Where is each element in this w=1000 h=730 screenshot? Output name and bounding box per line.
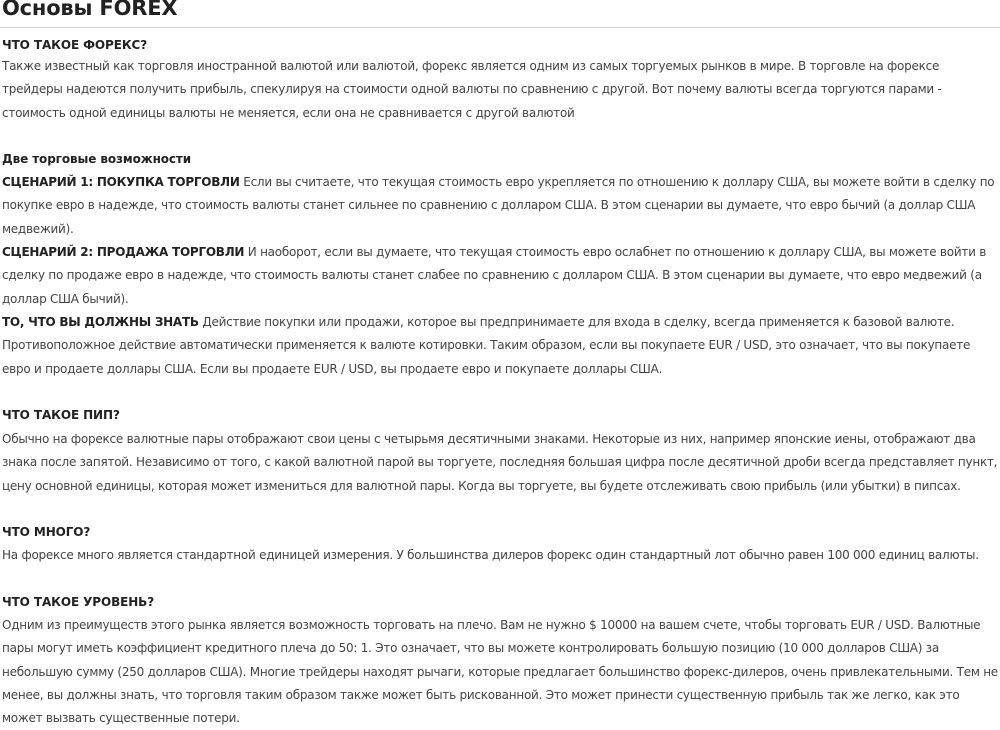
paragraph-what-is-pip: Обычно на форексе валютные пары отображают свои цены с четырьмя десятичными знаками. Некоторые из них, например японские иены, отображают два знака после запятой. Независимо от того, с какой валютной парой вы торгуете, последняя большая цифра после десятичной дроби всегда представляет пункт, цену основной единицы, которая может измениться для валютной пары. Когда вы торгуете, вы будете отслеживать свою прибыль (или убытки) в пипсах. — [2, 432, 998, 493]
must-know-text: Действие покупки или продажи, которое вы предпринимаете для входа в сделку, всегда применяется к базовой валюте. Противоположное действие автоматически применяется к валюте котировки. Таким образом, если вы покупаете EUR / USD, это означает, что вы покупаете евро и продаете доллары США. Если вы продаете EUR / USD, вы продаете евро и покупаете доллары США. — [2, 315, 971, 376]
scenario-1-lead: СЦЕНАРИЙ 1: ПОКУПКА ТОРГОВЛИ — [2, 175, 240, 189]
heading-what-is-leverage: ЧТО ТАКОЕ УРОВЕНЬ? — [2, 595, 155, 609]
heading-two-opportunities: Две торговые возможности — [2, 152, 192, 166]
scenario-2-text: И наоборот, если вы думаете, что текущая стоимость евро ослабнет по отношению к доллару США, вы можете войти в сделку по продаже евро в надежде, что стоимость валюты станет слабее по сравнению с долларом США. В этом сценарии вы думаете, что евро медвежий (а доллар США бычий). — [2, 245, 987, 306]
heading-what-is-forex: ЧТО ТАКОЕ ФОРЕКС? — [2, 38, 148, 52]
page-title: Основы FOREX — [2, 0, 178, 20]
must-know-lead: ТО, ЧТО ВЫ ДОЛЖНЫ ЗНАТЬ — [2, 315, 199, 329]
paragraph-scenario-2 — [2, 241, 998, 311]
paragraph-what-is-lot: На форексе много является стандартной единицей измерения. У большинства дилеров форекс один стандартный лот обычно равен 100 000 единиц валюты. — [2, 548, 979, 562]
paragraph-what-is-forex: Также известный как торговля иностранной валютой или валютой, форекс является одним из самых торгуемых рынков в мире. В торговле на форексе трейдеры надеются получить прибыль, спекулируя на стоимости одной валюты по сравнению с другой. Вот почему валюты всегда торгуются парами - стоимость одной единицы валюты не меняется, если она не сравнивается с другой валютой — [2, 59, 942, 120]
paragraph-must-know — [2, 311, 998, 381]
heading-what-is-lot: ЧТО МНОГО? — [2, 525, 91, 539]
title-divider — [0, 27, 1000, 28]
paragraph-what-is-leverage: Одним из преимуществ этого рынка является возможность торговать на плечо. Вам не нужно $ 10000 на вашем счете, чтобы торговать EUR / USD. Валютные пары могут иметь коэффициент кредитного плеча до 50: 1. Это означает, что вы можете контролировать большую позицию (10 000 долларов США) за небольшую сумму (250 долларов США). Многие трейдеры находят рычаги, которые предлагает большинство форекс-дилеров, очень привлекательными. Тем не менее, вы должны знать, что торговля таким образом также может быть рискованной. Это может принести существенную прибыль так же легко, как это может вызвать существенные потери. — [2, 618, 998, 726]
scenario-1-text: Если вы считаете, что текущая стоимость евро укрепляется по отношению к доллару США, вы можете войти в сделку по покупке евро в надежде, что стоимость валюты станет сильнее по сравнению с долларом США. В этом сценарии вы думаете, что евро бычий (а доллар США медвежий). — [2, 175, 995, 236]
heading-what-is-pip: ЧТО ТАКОЕ ПИП? — [2, 408, 120, 422]
scenario-2-lead: СЦЕНАРИЙ 2: ПРОДАЖА ТОРГОВЛИ — [2, 245, 245, 259]
paragraph-scenario-1 — [2, 171, 998, 241]
